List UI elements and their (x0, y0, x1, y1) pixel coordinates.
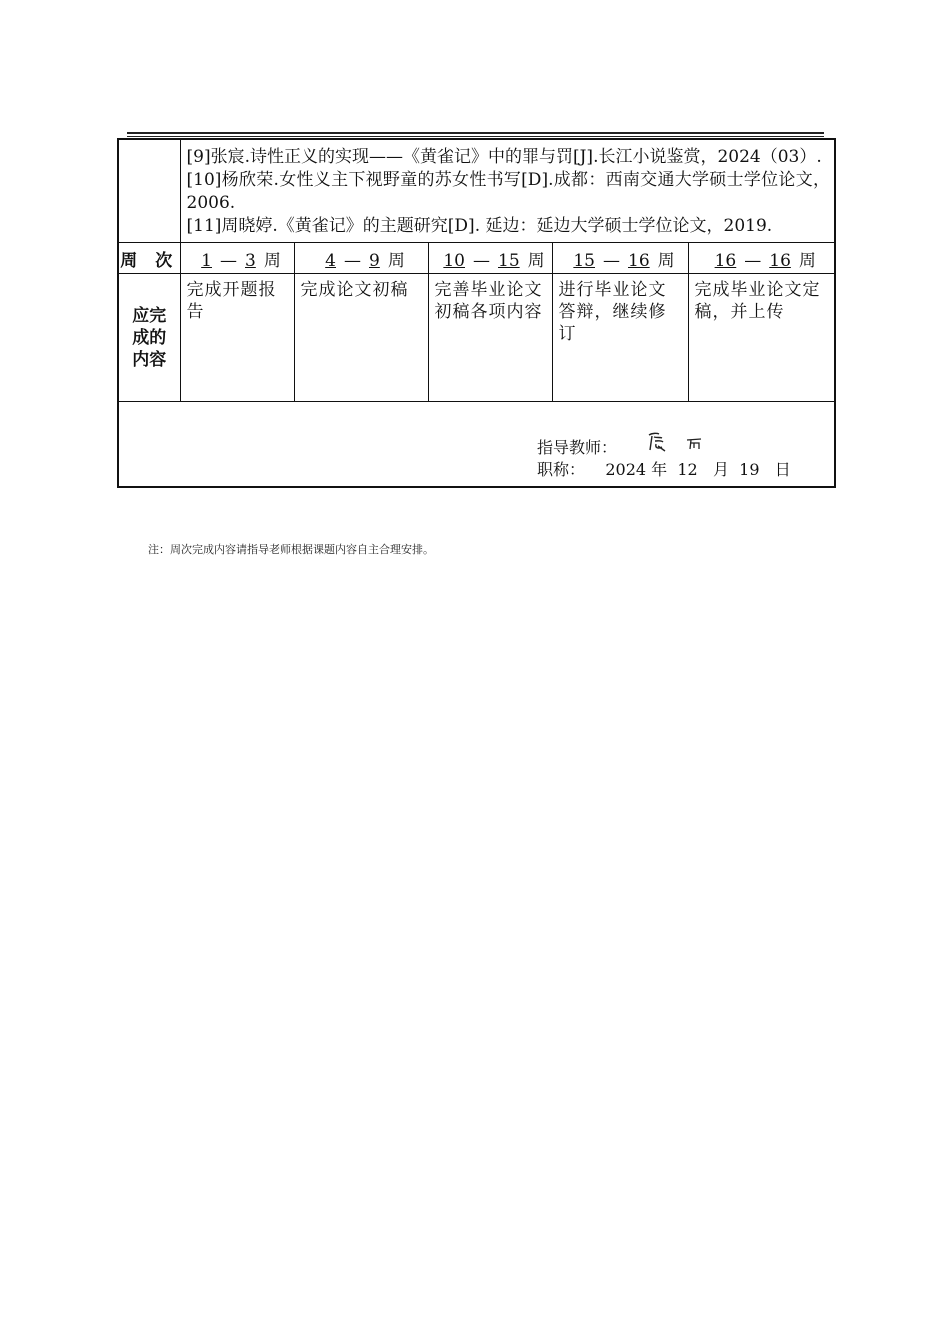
content-header: 应完 成的 内容 (118, 274, 180, 402)
top-double-rule-thin (127, 136, 824, 137)
signature-block (537, 437, 791, 481)
handwritten-signature-icon (643, 431, 713, 457)
signature-cell (118, 402, 835, 488)
reference-item: [10]杨欣荣.女性义主下视野童的苏女性书写[D].成都：西南交通大学硕士学位论文，2006. (186, 170, 831, 213)
references-row (118, 139, 835, 243)
schedule-table (117, 138, 836, 488)
signature-row (118, 402, 835, 488)
week-cell: 10 — 15 周 (428, 243, 552, 274)
task-cell: 进行毕业论文答辩，继续修订 (552, 274, 688, 402)
week-cell: 16 — 16 周 (688, 243, 835, 274)
references-label-cell (118, 139, 180, 243)
week-row (118, 243, 835, 274)
week-header: 周 次 (118, 243, 180, 274)
top-double-rule (127, 132, 824, 134)
week-cell: 1 — 3 周 (180, 243, 294, 274)
content-row (118, 274, 835, 402)
week-cell: 15 — 16 周 (552, 243, 688, 274)
task-cell: 完成毕业论文定稿，并上传 (688, 274, 835, 402)
date-line: 职称： 2024 年 12 月 19 日 (537, 460, 791, 479)
advisor-line: 指导教师： (537, 438, 618, 457)
reference-item: [11]周晓婷.《黄雀记》的主题研究[D]. 延边：延边大学硕士学位论文，2019. (186, 216, 773, 236)
task-cell: 完善毕业论文初稿各项内容 (428, 274, 552, 402)
footnote: 注：周次完成内容请指导老师根据课题内容自主合理安排。 (148, 543, 434, 556)
week-cell: 4 — 9 周 (294, 243, 428, 274)
task-cell: 完成开题报告 (180, 274, 294, 402)
references-list (180, 139, 835, 243)
task-cell: 完成论文初稿 (294, 274, 428, 402)
reference-item: [9]张宸.诗性正义的实现——《黄雀记》中的罪与罚[J].长江小说鉴赏，2024（03）. (186, 147, 822, 167)
